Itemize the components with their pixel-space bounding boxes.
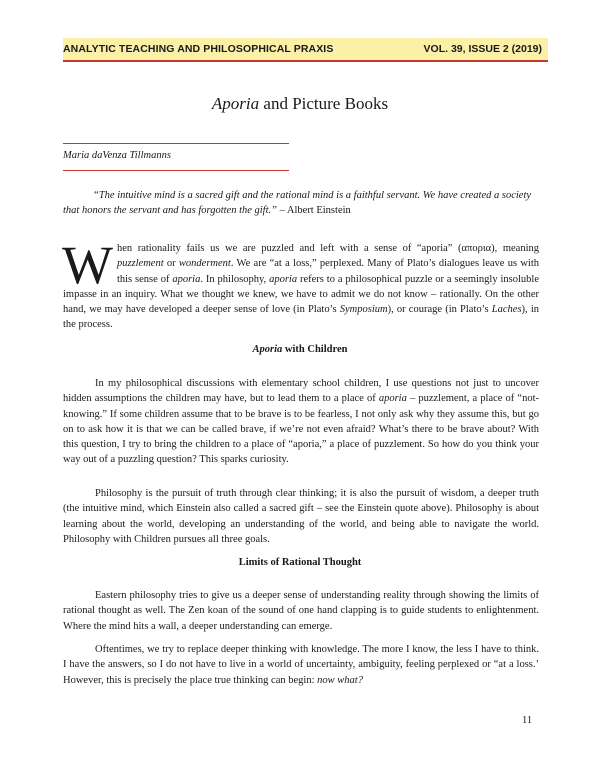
paragraph-eastern: Eastern philosophy tries to give us a deeper sense of understanding reality through showing the limits of rational thought as well. The Zen koan of the sound of one hand clapping is to guide students to enlightenment. Where the mind hits a wall, a deeper understanding can emerge. [63, 590, 539, 632]
p2-text-c: – puzzlement, a place of “not-knowing.” If some children assume that to be brave is to be fearless, I not only ask why they assume this, but go on to ask how it is that we can be called brave, if we’re not even afraid? What’s there to be brave about? With this question, I try to bring the children to a place of “aporia,” a place of puzzlement. So how do you think your way out of a puzzling question? This sparks curiosity. [63, 393, 540, 466]
intro-paragraph [62, 235, 539, 333]
epigraph [63, 188, 539, 218]
epigraph-quote: “The intuitive mind is a sacred gift and the rational mind is a faithful servant. We have created a society that honors the servant and has forgotten the gift.” [63, 190, 532, 216]
article-title [0, 94, 600, 114]
section1-rest: with Children [282, 344, 348, 355]
author-name: Maria daVenza Tillmanns [63, 150, 171, 161]
p5-text-a: Oftentimes, we try to replace deeper thinking with knowledge. The more I know, the less I have to think. I have the answers, so I do not have to live in a world of uncertainty, ambiguity, feeling perplexed or “at a loss.’ However, this is precisely the place true thinking can begin: [63, 644, 539, 686]
intro-text-c: or [163, 258, 179, 270]
intro-text-g: . In philosophy, [200, 273, 270, 285]
page-number: 11 [522, 715, 533, 726]
intro-text-l: Laches [491, 304, 522, 316]
paragraph-knowledge [63, 642, 539, 688]
rule-bottom [63, 170, 289, 171]
section1-italic: Aporia [252, 344, 283, 355]
intro-text-d: wonderment [178, 258, 231, 270]
title-rest: and Picture Books [259, 94, 389, 113]
intro-text-k: ), or courage (in Plato’s [387, 304, 492, 316]
paragraph-philosophy: Philosophy is the pursuit of truth through clear thinking; it is also the pursuit of wisdom, a deeper truth (the intuitive mind, which Einstein also called a sacred gift – see the Einstein quote above). Philosophy is about learning about the world, developing an understanding of the world, and being able to navigate the world. Philosophy with Children pursues all three goals. [63, 488, 539, 545]
volume-issue: VOL. 39, ISSUE 2 (2019) [423, 43, 542, 55]
drop-cap: W [62, 235, 113, 295]
rule-top [63, 143, 289, 144]
p2-text-b: aporia [378, 393, 407, 405]
p5-text-b: now what? [317, 674, 363, 686]
epigraph-attribution: – Albert Einstein [276, 205, 351, 216]
intro-text-a: hen rationality fails us we are puzzled and left with a sense of “aporia” (απορια), meaning [116, 243, 539, 254]
intro-text-i: refers to a philosophical puzzle or a seemingly insoluble impasse in an inquiry. What we thought we knew, we have to admit we do not know – rationally. On the other hand, we may have developed a deeper sense of love (in Plato’s [63, 273, 539, 316]
intro-text-b: puzzlement [116, 258, 164, 270]
section-heading-limits: Limits of Rational Thought [238, 557, 362, 568]
title-italic: Aporia [211, 94, 260, 113]
intro-text-e: . We are “at a loss,” perplexed. Many of Plato’s dialogues leave us with this sense of [116, 258, 539, 285]
intro-text-f: aporia [172, 273, 201, 285]
journal-name: ANALYTIC TEACHING AND PHILOSOPHICAL PRAXIS [63, 43, 334, 55]
paragraph-children [63, 376, 539, 468]
intro-text-m: ), in the process. [63, 304, 539, 331]
p2-text-a: In my philosophical discussions with elementary school children, I use questions not just to uncover hidden assumptions the children may have, but to lead them to a place of [63, 378, 539, 405]
intro-text-h: aporia [269, 273, 298, 285]
intro-text-j: Symposium [339, 304, 388, 316]
journal-header [63, 38, 548, 62]
section-heading-aporia [0, 344, 600, 355]
